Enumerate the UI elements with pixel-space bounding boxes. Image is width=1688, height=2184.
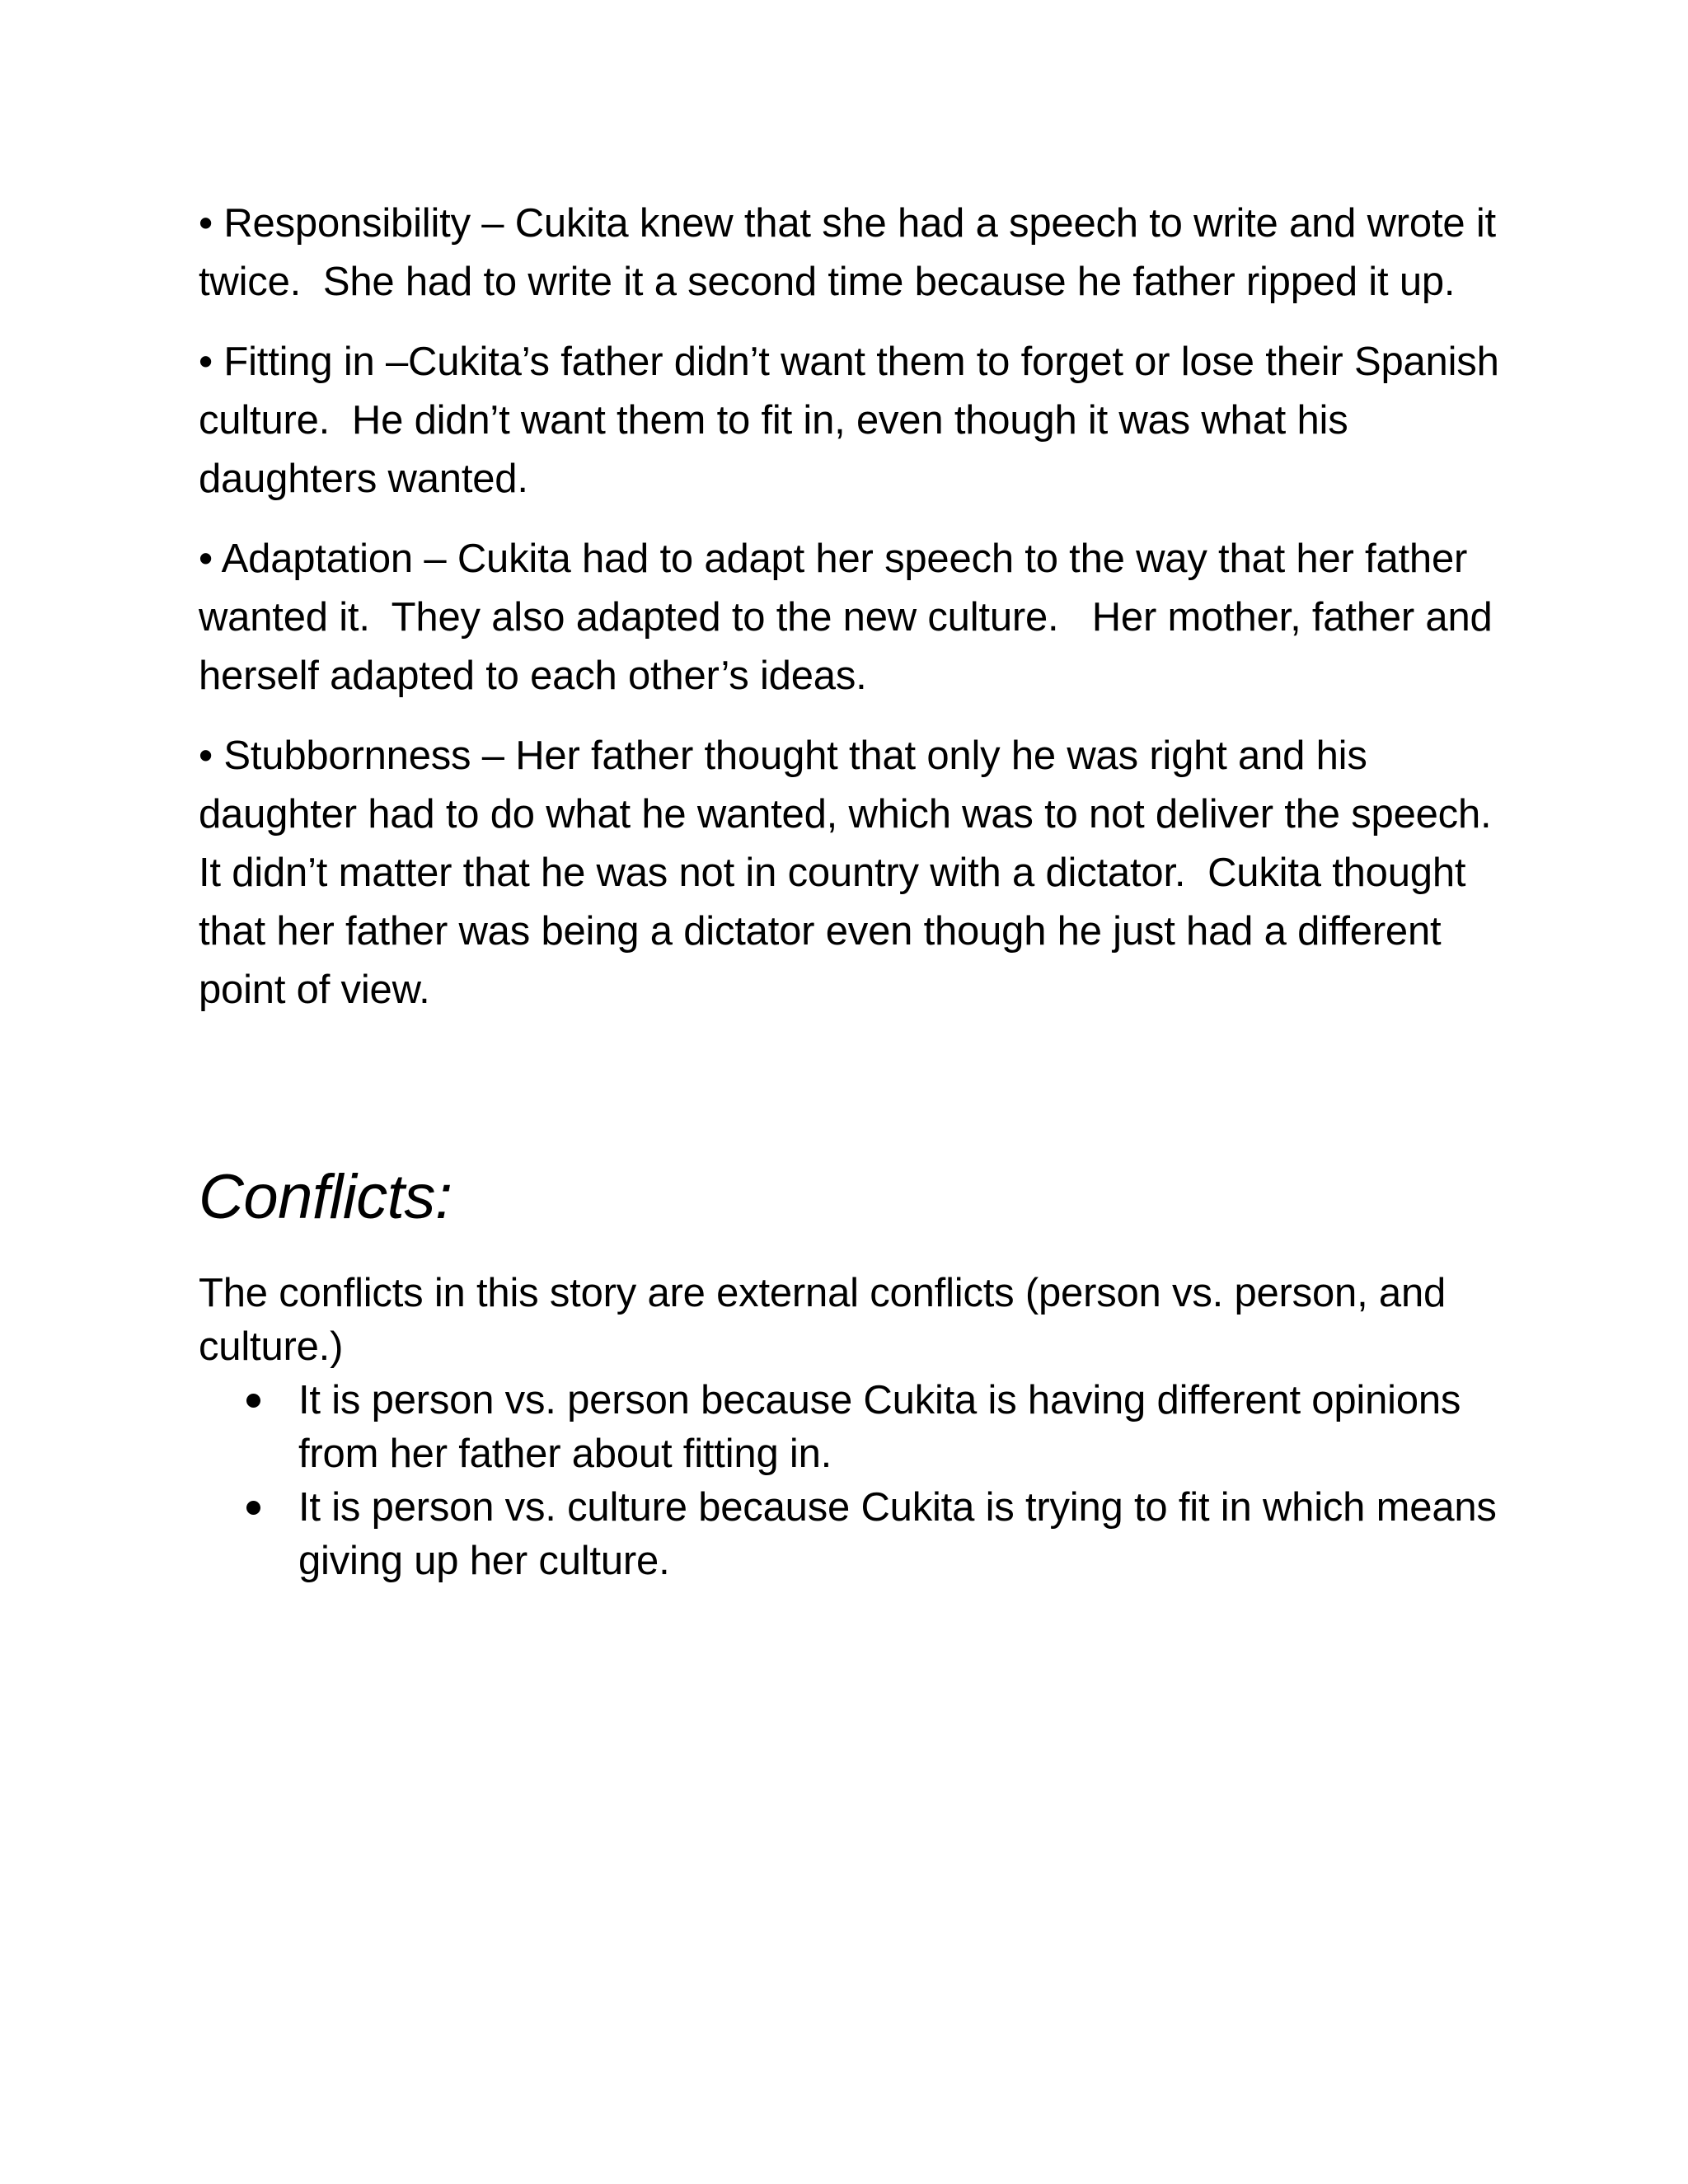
paragraph-responsibility: • Responsibility – Cukita knew that she had a speech to write and wrote it twice. She had to write it a second time because he father ripped it up. [199,201,1507,304]
paragraph-stubbornness: • Stubbornness – Her father thought that only he was right and his daughter had to do what he wanted, which was to not deliver the speech. It didn’t matter that he was not in country with a dictator. Cukita thought that her father was being a dictator even though he just had a different point of view. [199,733,1514,1012]
list-item-text: It is person vs. person because Cukita is having different opinions from her father about fitting in. [298,1378,1461,1476]
list-item [199,1481,1501,1588]
conflicts-intro: The conflicts in this story are external conflicts (person vs. person, and culture.) [199,1271,1447,1369]
paragraph-fitting-in: • Fitting in –Cukita’s father didn’t want them to forget or lose their Spanish culture. He didn’t want them to fit in, even though it was what his daughters wanted. [199,340,1511,501]
bullet-icon [246,1394,260,1408]
conflicts-heading: Conflicts: [199,1162,452,1232]
paragraph-adaptation: • Adaptation – Cukita had to adapt her speech to the way that her father wanted it. They also adapted to the new culture. Her mother, father and herself adapted to each other’s ideas. [199,537,1503,698]
bullet-icon [246,1501,260,1515]
conflicts-list [199,1374,1501,1588]
document-body [199,194,1514,1588]
spacer [199,1041,1501,1156]
list-item-text: It is person vs. culture because Cukita is trying to fit in which means giving up her culture. [298,1485,1497,1583]
list-item [199,1374,1501,1481]
